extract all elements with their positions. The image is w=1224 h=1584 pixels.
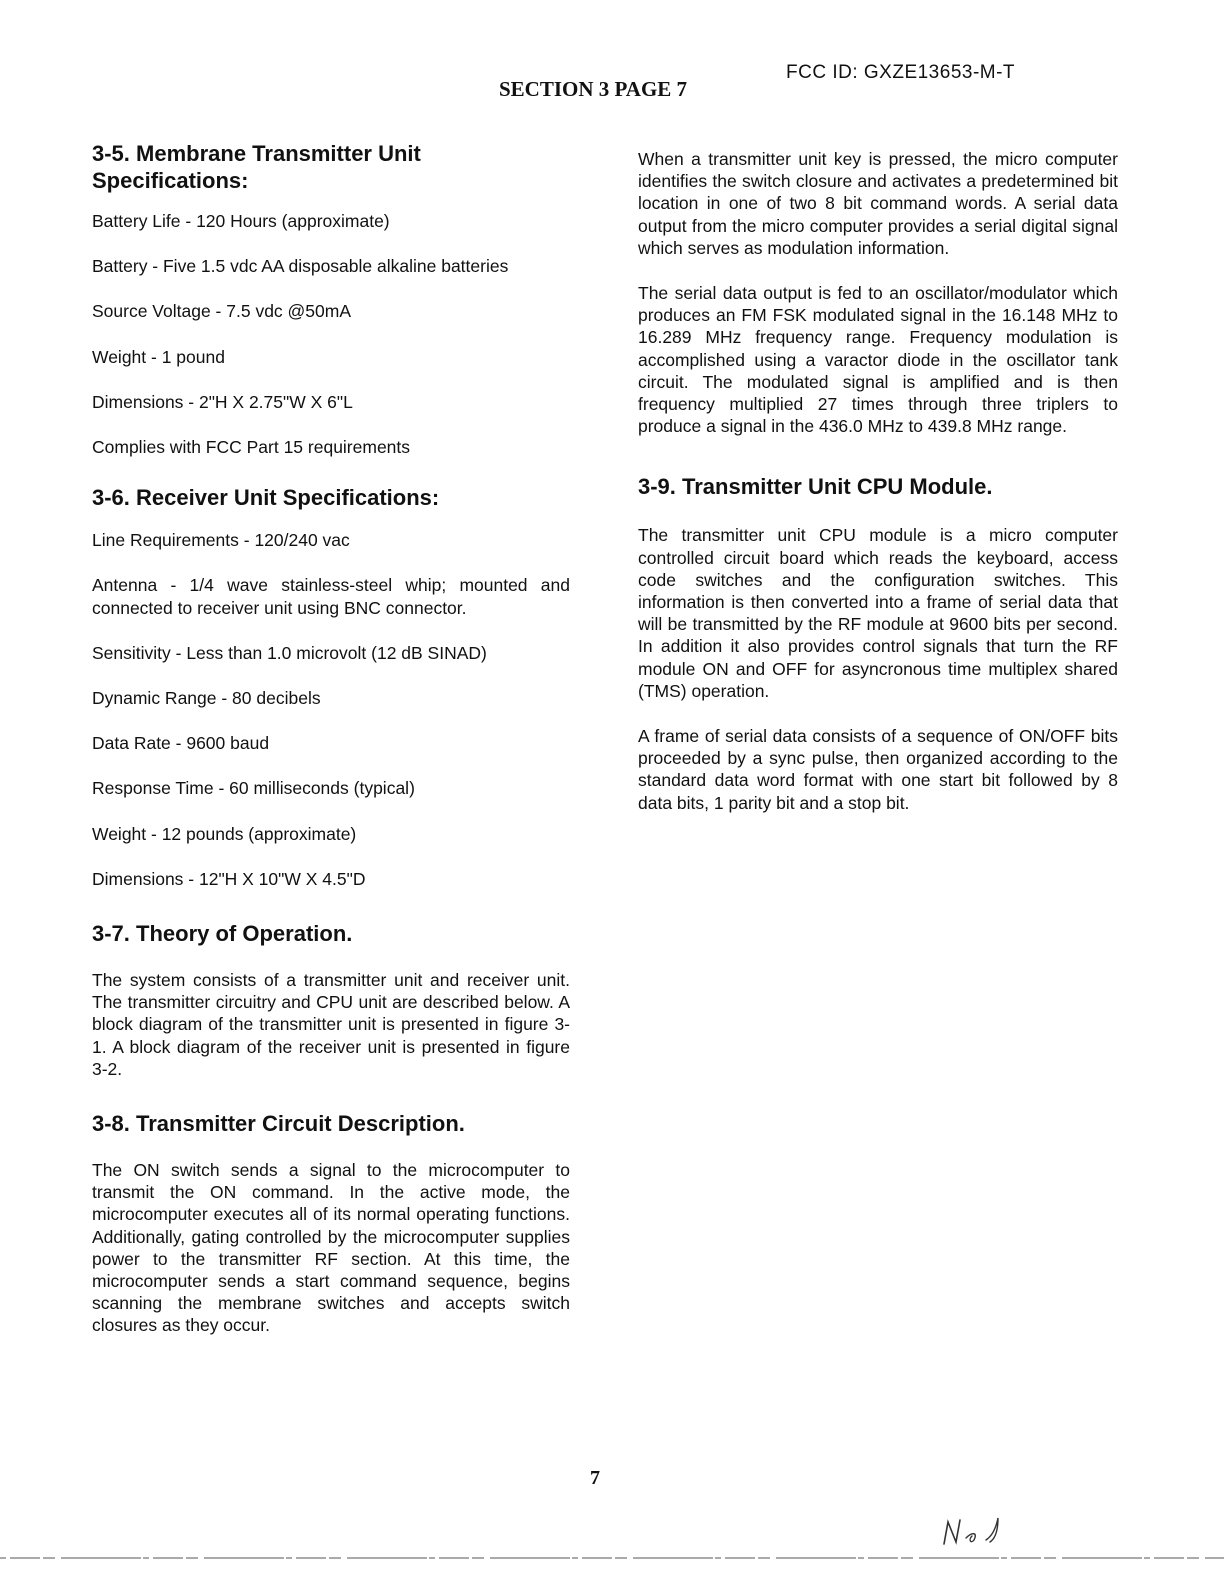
left-column xyxy=(92,140,570,1337)
spec-fcc: Complies with FCC Part 15 requirements xyxy=(92,437,411,458)
spec-source-voltage: Source Voltage - 7.5 vdc @50mA xyxy=(92,301,352,322)
serial-output-paragraph: The serial data output is fed to an oscillator/modulator which produces an FM FSK modulated signal in the 16.148 MHz to 16.289 MHz frequency range. Frequency modulation is accomplished using a varactor diode in the oscillator tank circuit. The modulated signal is amplified and is then frequency multiplied 27 times through three triplers to produce a signal in the 436.0 MHz to 439.8 MHz range. xyxy=(638,283,1118,437)
section-title: SECTION 3 PAGE 7 xyxy=(499,77,688,101)
spec-weight: Weight - 1 pound xyxy=(92,346,225,367)
scan-artifact-line xyxy=(0,1556,1224,1560)
spec-battery: Battery - Five 1.5 vdc AA disposable alkaline batteries xyxy=(92,256,509,277)
spec-antenna: Antenna - 1/4 wave stainless-steel whip; mounted and connected to receiver unit using BNC connector. xyxy=(92,575,570,618)
key-press-paragraph: When a transmitter unit key is pressed, the micro computer identifies the switch closure and activates a predetermined bit location in one of two 8 bit command words. A serial data output from the micro computer provides a serial digital signal which serves as modulation information. xyxy=(638,149,1118,258)
heading-3-5: 3-5. Membrane Transmitter Unit Specifications: xyxy=(92,141,421,193)
spec-data-rate: Data Rate - 9600 baud xyxy=(92,733,270,754)
page-number: 7 xyxy=(590,1467,600,1489)
spec-dynamic-range: Dynamic Range - 80 decibels xyxy=(92,688,321,709)
heading-3-9: 3-9. Transmitter Unit CPU Module. xyxy=(638,474,993,500)
spec-battery-life: Battery Life - 120 Hours (approximate) xyxy=(92,211,390,231)
spec-receiver-weight: Weight - 12 pounds (approximate) xyxy=(92,823,357,844)
cpu-module-paragraph: The transmitter unit CPU module is a micro computer controlled circuit board which reads the keyboard, access code switches and the configuration switches. This information is then converted into a frame of serial data that will be transmitted by the RF module at 9600 bits per second. In addition it also provides control signals that turn the RF module ON and OFF for asyncronous time multiplex shared (TMS) operation. xyxy=(638,525,1118,701)
spec-receiver-dimensions: Dimensions - 12"H X 10"W X 4.5"D xyxy=(92,868,366,889)
heading-3-8: 3-8. Transmitter Circuit Description. xyxy=(92,1111,465,1137)
fcc-id: FCC ID: GXZE13653-M-T xyxy=(786,62,1016,83)
spec-sensitivity: Sensitivity - Less than 1.0 microvolt (12 dB SINAD) xyxy=(92,642,487,663)
circuit-paragraph: The ON switch sends a signal to the microcomputer to transmit the ON command. In the active mode, the microcomputer executes all of its normal operating functions. Additionally, gating controlled by the microcomputer supplies power to the transmitter RF section. At this time, the microcomputer sends a start command sequence, begins scanning the membrane switches and accepts switch closures as they occur. xyxy=(92,1160,570,1336)
serial-frame-paragraph: A frame of serial data consists of a sequence of ON/OFF bits proceeded by a sync pulse, then organized according to the standard data word format with one start bit followed by 8 data bits, 1 parity bit and a stop bit. xyxy=(638,726,1118,813)
heading-3-7: 3-7. Theory of Operation. xyxy=(92,921,353,947)
spec-line-requirements: Line Requirements - 120/240 vac xyxy=(92,530,350,551)
theory-paragraph: The system consists of a transmitter unit and receiver unit. The transmitter circuitry and CPU unit are described below. A block diagram of the transmitter unit is presented in figure 3-1. A block diagram of the receiver unit is presented in figure 3-2. xyxy=(92,970,570,1079)
handwritten-initials xyxy=(938,1510,1018,1550)
spec-dimensions: Dimensions - 2"H X 2.75"W X 6"L xyxy=(92,391,353,412)
right-column xyxy=(638,148,1118,814)
spec-response-time: Response Time - 60 milliseconds (typical) xyxy=(92,778,415,799)
heading-3-6: 3-6. Receiver Unit Specifications: xyxy=(92,485,440,511)
